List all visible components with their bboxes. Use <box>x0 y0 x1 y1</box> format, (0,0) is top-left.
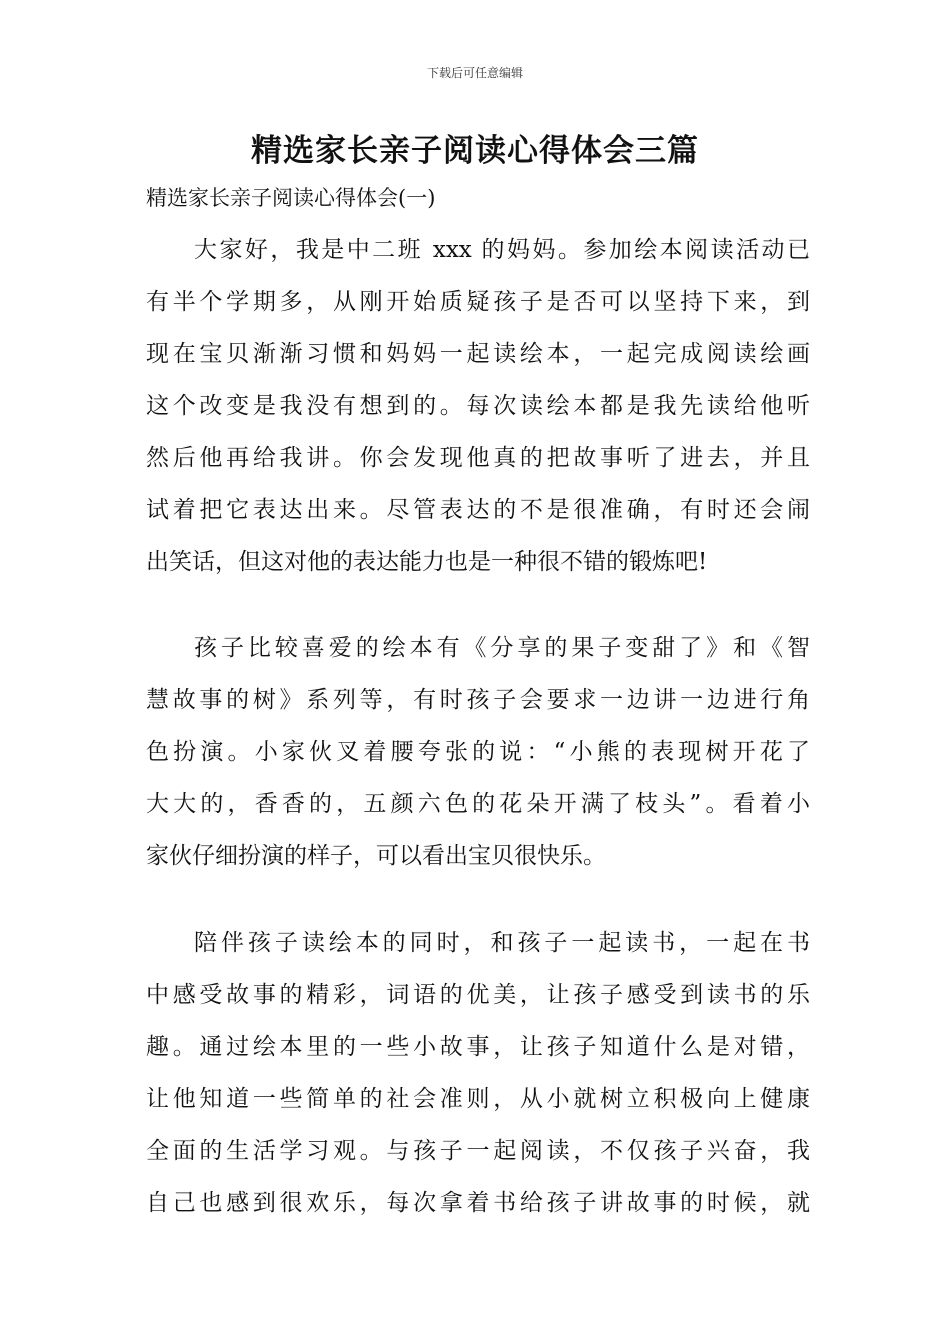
section-subtitle: 精选家长亲子阅读心得体会(一) <box>146 186 436 210</box>
paragraph-line: 大家好，我是中二班 xxx 的妈妈。参加绘本阅读活动已 <box>194 237 810 263</box>
paragraph-line: 试着把它表达出来。尽管表达的不是很准确，有时还会闹 <box>146 497 810 523</box>
paragraph-line: 陪伴孩子读绘本的同时，和孩子一起读书，一起在书 <box>194 930 810 956</box>
paragraph-line: 大大的，香香的，五颜六色的花朵开满了枝头”。看着小 <box>146 791 810 817</box>
paragraph-line: 现在宝贝渐渐习惯和妈妈一起读绘本，一起完成阅读绘画 <box>146 341 810 367</box>
paragraph-line: 中感受故事的精彩，词语的优美，让孩子感受到读书的乐 <box>146 982 810 1008</box>
paragraph-line: 趣。通过绘本里的一些小故事，让孩子知道什么是对错， <box>146 1034 810 1060</box>
paragraph-line: 色扮演。小家伙叉着腰夸张的说：“小熊的表现树开花了 <box>146 739 810 765</box>
paragraph-1 <box>146 224 810 588</box>
paragraph-line: 全面的生活学习观。与孩子一起阅读，不仅孩子兴奋，我 <box>146 1138 810 1164</box>
paragraph-line: 出笑话，但这对他的表达能力也是一种很不错的锻炼吧! <box>146 549 708 575</box>
paragraph-line: 这个改变是我没有想到的。每次读绘本都是我先读给他听 <box>146 393 810 419</box>
paragraph-line: 有半个学期多，从刚开始质疑孩子是否可以坚持下来，到 <box>146 289 810 315</box>
paragraph-line: 孩子比较喜爱的绘本有《分享的果子变甜了》和《智 <box>194 635 810 661</box>
paragraph-line: 让他知道一些简单的社会准则，从小就树立积极向上健康 <box>146 1086 810 1112</box>
paragraph-line: 然后他再给我讲。你会发现他真的把故事听了进去，并且 <box>146 445 810 471</box>
paragraph-2 <box>146 622 810 882</box>
paragraph-3 <box>146 917 810 1229</box>
paragraph-line: 家伙仔细扮演的样子，可以看出宝贝很快乐。 <box>146 843 606 869</box>
paragraph-line: 慧故事的树》系列等，有时孩子会要求一边讲一边进行角 <box>146 687 810 713</box>
header-note: 下载后可任意编辑 <box>426 66 523 80</box>
paragraph-line: 自己也感到很欢乐，每次拿着书给孩子讲故事的时候，就 <box>146 1190 810 1216</box>
document-title: 精选家长亲子阅读心得体会三篇 <box>251 133 699 169</box>
